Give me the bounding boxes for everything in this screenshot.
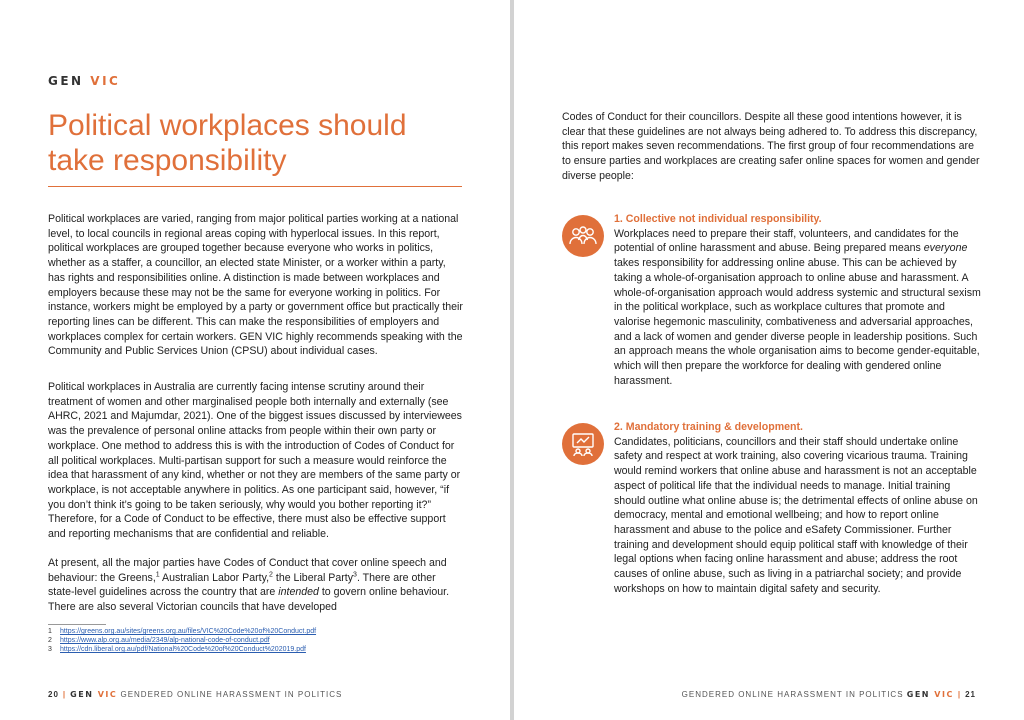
footnote-link-3[interactable]: https://cdn.liberal.org.au/pdf/National%20Code%20of%20Conduct%202019.pdf [60,646,306,654]
footnote-link-2[interactable]: https://www.alp.org.au/media/2349/alp-national-code-of-conduct.pdf [60,637,270,645]
recommendation-1-heading: 1. Collective not individual responsibility. [614,213,822,225]
footnote-ref-3[interactable]: 3 [353,571,357,579]
recommendation-2-heading: 2. Mandatory training & development. [614,421,803,433]
recommendation-2-text: Candidates, politicians, councillors and their staff should undertake online safety and respect at work training, also covering vicarious trauma. Training would remind workers that online abuse and harassment is not an acceptable aspect of political life that the individual needs to manage. Initial training should outline what online abuse is; the detrimental effects of online abuse on democracy, mental and emotional wellbeing; and how to report online harassment and abuse to the police and eSafety Commissioner. Further training and development should equip political staff with knowledge of their legal options when facing online harassment and abuse; address the root causes of online abuse, such as living in a patriarchal society; and provide workshops on how to maintain digital safety and security. [614,435,978,595]
footnote-3: 3 https://cdn.liberal.org.au/pdf/National%20Code%20of%20Conduct%202019.pdf [48,646,306,654]
page-number: 21 [965,690,976,699]
footnotes [48,627,468,655]
training-presentation-icon [562,423,604,465]
paragraph-2: Political workplaces in Australia are currently facing intense scrutiny around their treatment of women and other marginalised people both internally and externally (see AHRC, 2021 and Majumdar, 2021). One of the biggest issues discussed by interviewees was the prevalence of personal online attacks from people within their own party or workplace. One method to address this is with the introduction of Codes of Conduct for all political workplaces. Multi-partisan support for such a measure would reinforce the idea that harassment of any kind, whether or not they are members of the same party or workplace, is not acceptable anywhere in politics. As one participant said, however, “if you don’t think it’s going to be taken seriously, why would you bother reporting it?” Therefore, for a Code of Conduct to be effective, there must also be effective support and reporting mechanisms that are confidential and reliable. [48,381,462,541]
running-title: GENDERED ONLINE HARASSMENT IN POLITICS [120,690,343,699]
footnote-divider [48,624,106,625]
right-page [514,0,1024,720]
recommendation-1 [614,212,984,388]
intro-paragraph: Codes of Conduct for their councillors. Despite all these good intentions however, it is clear that these guidelines are not always being adhered to. To address this discrepancy, this report makes seven recommendations. The first group of four recommendations are to ensure parties and workplaces are creating safer online spaces for women and gender diverse people: [562,111,980,182]
footnote-2: 2 https://www.alp.org.au/media/2349/alp-national-code-of-conduct.pdf [48,637,270,645]
page-number: 20 [48,690,59,699]
footnote-ref-2[interactable]: 2 [269,571,273,579]
right-page-footer: GENDERED ONLINE HARASSMENT IN POLITICS GEN VIC | 21 [681,690,976,699]
left-page-footer: 20 | GEN VIC GENDERED ONLINE HARASSMENT IN POLITICS [48,690,343,699]
paragraph-1: Political workplaces are varied, ranging from major political parties working at a national level, to local councils in regional areas coping with hyperlocal issues. In this report, political workplaces are grouped together because everyone who works in politics, whether as a staffer, a councillor, an elected state Minister, or a worker within a party, has rights and responsibilities online. A distinction is made between workplaces and employers because these may not be the same for everyone working in politics. For instance, workers might be employed by a party or government office but practically their reporting lines can be different. This can make the responsibilities of employers and workplaces complex for certain workers. GEN VIC highly recommends speaking with the Community and Public Services Union (CPSU) about individual cases. [48,213,463,358]
left-page [0,0,510,720]
running-title: GENDERED ONLINE HARASSMENT IN POLITICS [681,690,904,699]
paragraph-3: At present, all the major parties have Codes of Conduct that cover online speech and behaviour: the Greens,$^1$ Australian Labor Party,$^2$ the Liberal Party$^3$. There are other state-level guidelines across the country that are intended to govern online behaviour. There are also several Victorian councils that have developed [48,557,450,614]
brand-logo: GEN VIC [48,74,121,88]
recommendation-2 [614,420,984,596]
recommendation-1-text: Workplaces need to prepare their staff, volunteers, and candidates for the potential of online harassment and abuse. Being prepared means everyone takes responsibility for addressing online abuse. This can be achieved by taking a whole-of-organisation approach to online abuse and harassment. A whole-of-organisation approach would address systemic and structural sexism in the political workplace, such as workplace cultures that promote and valorise hegemonic masculinity, combativeness and adversarial approaches, and a lack of women and gender diverse people in leadership positions. Such an approach means the whole organisation aims to become gender-equitable, which will then prepare the workforce for dealing with gendered online harassment. [614,227,981,387]
footnote-link-1[interactable]: https://greens.org.au/sites/greens.org.au/files/VIC%20Code%20of%20Conduct.pdf [60,628,317,635]
group-people-icon [562,215,604,257]
page-title: Political workplaces should take responsibility [48,109,407,177]
footnote-ref-1[interactable]: 1 [155,571,160,579]
title-divider [48,186,462,187]
footnote-1: 1 https://greens.org.au/sites/greens.org.au/files/VIC%20Code%20of%20Conduct.pdf [48,628,317,635]
